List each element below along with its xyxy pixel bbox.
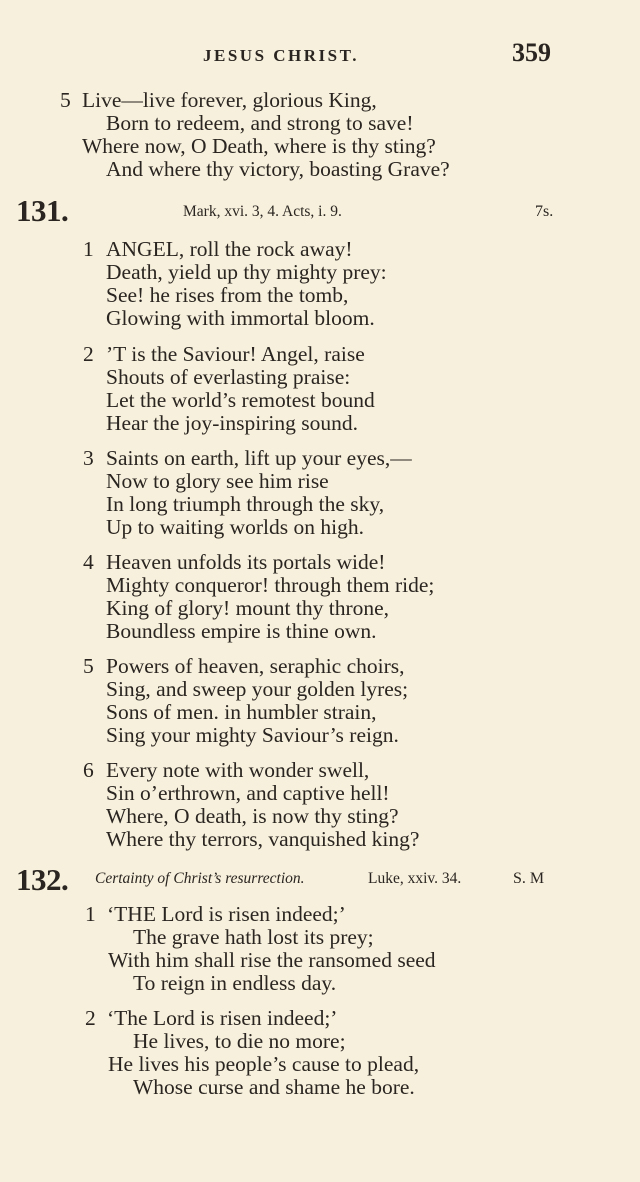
hymn-number: 132.	[16, 862, 69, 897]
section-title: JESUS CHRIST.	[203, 46, 359, 65]
hymn-meter: S. M	[513, 870, 545, 887]
verse-line: He lives his people’s cause to plead,	[108, 1052, 420, 1076]
verse-line: Boundless empire is thine own.	[106, 619, 377, 643]
verse-line: And where thy victory, boasting Grave?	[106, 157, 450, 181]
verse-line: Up to waiting worlds on high.	[106, 515, 364, 539]
verse-line: Where now, O Death, where is thy sting?	[82, 134, 436, 158]
verse-line: ’T is the Saviour! Angel, raise	[106, 342, 365, 366]
verse-line: Live—live forever, glorious King,	[82, 88, 377, 112]
verse-line: Let the world’s remotest bound	[106, 388, 375, 412]
verse-line: See! he rises from the tomb,	[106, 283, 349, 307]
verse-number: 4	[83, 550, 94, 574]
hymn-number: 131.	[16, 193, 69, 228]
verse-line: Where thy terrors, vanquished king?	[106, 827, 420, 851]
scripture-reference: Mark, xvi. 3, 4. Acts, i. 9.	[183, 203, 342, 220]
verse-number: 5	[60, 88, 71, 112]
verse-line: Sons of men. in humbler strain,	[106, 700, 377, 724]
page-number: 359	[512, 38, 551, 67]
verse-line: In long triumph through the sky,	[106, 492, 385, 516]
verse-line: The grave hath lost its prey;	[133, 925, 374, 949]
verse-line: He lives, to die no more;	[133, 1029, 346, 1053]
verse-line: ‘THE Lord is risen indeed;’	[107, 902, 346, 926]
verse-line: Now to glory see him rise	[106, 469, 329, 493]
hymn-meter: 7s.	[535, 203, 554, 220]
verse-line: To reign in endless day.	[133, 971, 337, 995]
verse-line: ANGEL, roll the rock away!	[106, 237, 353, 261]
verse-line: Mighty conqueror! through them ride;	[106, 573, 435, 597]
verse-line: Sin o’erthrown, and captive hell!	[106, 781, 390, 805]
verse-line: Where, O death, is now thy sting?	[106, 804, 399, 828]
verse-line: Shouts of everlasting praise:	[106, 365, 351, 389]
verse-line: Whose curse and shame he bore.	[133, 1075, 415, 1099]
verse-line: Every note with wonder swell,	[106, 758, 370, 782]
verse-number: 5	[83, 654, 94, 678]
verse-line: ‘The Lord is risen indeed;’	[107, 1006, 338, 1030]
verse-line: Hear the joy-inspiring sound.	[106, 411, 358, 435]
verse-line: Powers of heaven, seraphic choirs,	[106, 654, 405, 678]
verse-line: Sing, and sweep your golden lyres;	[106, 677, 409, 701]
verse-line: Born to redeem, and strong to save!	[106, 111, 414, 135]
verse-number: 6	[83, 758, 94, 782]
verse-line: Death, yield up thy mighty prey:	[106, 260, 387, 284]
verse-line: Saints on earth, lift up your eyes,—	[106, 446, 412, 470]
scripture-reference: Luke, xxiv. 34.	[368, 870, 462, 887]
hymn-title: Certainty of Christ’s resurrection.	[95, 870, 305, 887]
verse-number: 3	[83, 446, 94, 470]
verse-line: Heaven unfolds its portals wide!	[106, 550, 386, 574]
verse-line: Sing your mighty Saviour’s reign.	[106, 723, 399, 747]
verse-number: 2	[83, 342, 94, 366]
verse-line: King of glory! mount thy throne,	[106, 596, 390, 620]
verse-line: Glowing with immortal bloom.	[106, 306, 375, 330]
verse-number: 1	[83, 237, 94, 261]
running-head	[0, 38, 640, 74]
verse-line: With him shall rise the ransomed seed	[108, 948, 436, 972]
verse-number: 1	[85, 902, 96, 926]
verse-number: 2	[85, 1006, 96, 1030]
